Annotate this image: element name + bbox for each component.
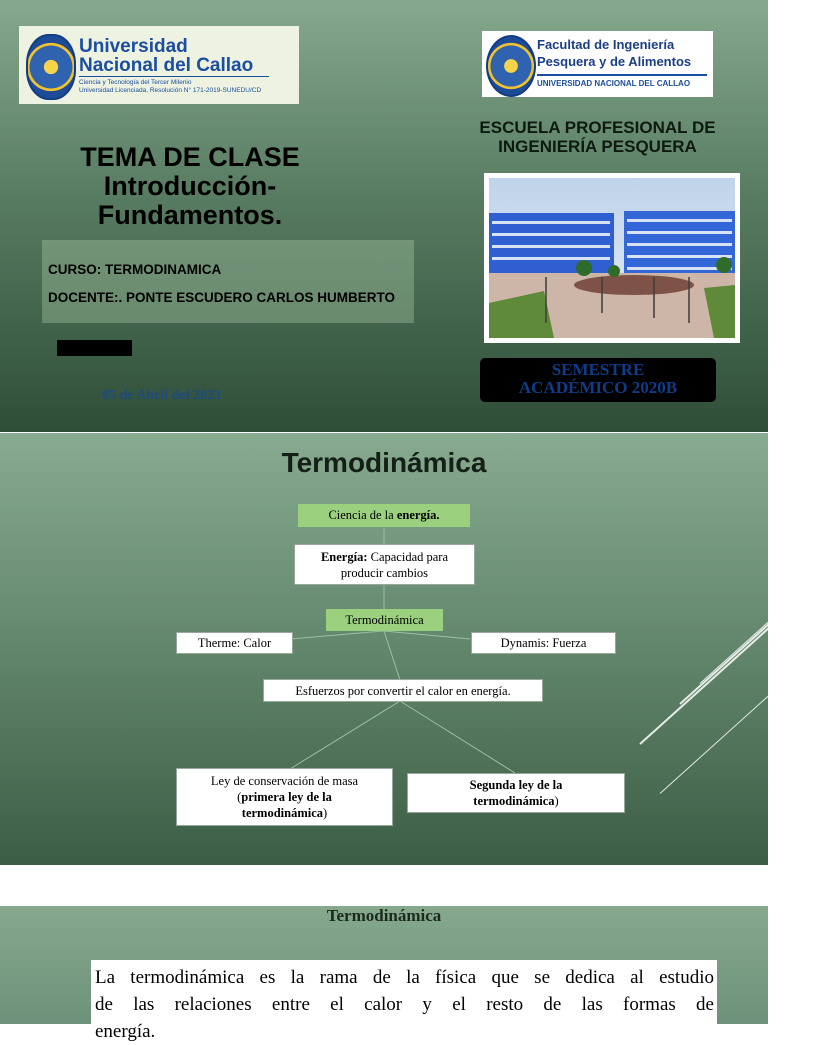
faculty-seal-icon bbox=[486, 35, 536, 97]
class-topic-line1: TEMA DE CLASE bbox=[80, 142, 300, 172]
concept-map-slide bbox=[0, 433, 768, 865]
semester-badge bbox=[480, 358, 716, 402]
faculty-divider bbox=[537, 74, 707, 76]
definition-line2: de las relaciones entre el calor y el resto de las formas de bbox=[95, 994, 714, 1015]
first-law-close: ) bbox=[323, 806, 328, 820]
slide-title: Termodinámica bbox=[281, 447, 487, 478]
semester-line1: SEMESTRE bbox=[551, 360, 645, 379]
energy-definition-node bbox=[294, 544, 475, 585]
energy-label: Energía: bbox=[320, 549, 368, 564]
semester-line2: ACADÉMICO 2020B bbox=[518, 378, 678, 397]
school-name-line1: ESCUELA PROFESIONAL DE bbox=[479, 118, 716, 137]
definition-paragraph bbox=[91, 960, 717, 1042]
first-law-line1: Ley de conservación de masa bbox=[210, 774, 359, 788]
effort-node: Esfuerzos por convertir el calor en energía. bbox=[263, 679, 543, 702]
science-prefix: Ciencia de la bbox=[328, 508, 397, 522]
first-law-open: ( bbox=[237, 790, 242, 804]
slide-title: Termodinámica bbox=[326, 906, 442, 925]
school-name bbox=[455, 118, 740, 156]
science-energy-word: energía. bbox=[396, 508, 440, 522]
faculty-name-line2: Pesquera y de Alimentos bbox=[537, 54, 692, 69]
second-law-bold1: Segunda ley de la bbox=[469, 778, 563, 792]
energy-definition-line2: producir cambios bbox=[340, 565, 429, 580]
thermodynamics-center-node: Termodinámica bbox=[326, 609, 443, 631]
definition-line3: energía. bbox=[95, 1021, 156, 1042]
university-logo bbox=[19, 26, 299, 104]
course-info-box bbox=[42, 240, 414, 323]
second-law-bold2: termodinámica bbox=[473, 794, 555, 808]
first-law-bold2: termodinámica bbox=[241, 806, 324, 820]
university-seal-icon bbox=[26, 34, 76, 100]
faculty-name-line1: Facultad de Ingeniería bbox=[537, 37, 675, 52]
first-law-node bbox=[176, 768, 393, 826]
university-license: Universidad Licenciada, Resolución N° 171-2019-SUNEDU/CD bbox=[79, 87, 262, 94]
university-underline bbox=[79, 76, 269, 77]
class-topic-line3: Fundamentos. bbox=[97, 200, 283, 230]
redacted-bar bbox=[57, 340, 132, 356]
class-topic bbox=[40, 143, 340, 230]
dynamis-node: Dynamis: Fuerza bbox=[471, 632, 616, 654]
first-law-bold1: primera ley de la bbox=[241, 790, 332, 804]
energy-definition: Capacidad para bbox=[367, 549, 449, 564]
definition-line1: La termodinámica es la rama de la física que se dedica al estudio bbox=[95, 967, 714, 988]
therme-node: Therme: Calor bbox=[176, 632, 293, 654]
title-slide bbox=[0, 0, 768, 432]
teacher-name: DOCENTE:. PONTE ESCUDERO CARLOS HUMBERTO bbox=[48, 290, 396, 305]
science-of-energy-node bbox=[298, 504, 470, 527]
class-date: 05 de Abril del 2023 bbox=[102, 388, 222, 403]
definition-slide bbox=[0, 906, 768, 1042]
university-motto: Ciencia y Tecnología del Tercer Milenio bbox=[79, 79, 192, 86]
school-name-line2: INGENIERÍA PESQUERA bbox=[498, 137, 697, 156]
course-name: CURSO: TERMODINAMICA bbox=[48, 262, 222, 277]
faculty-logo bbox=[482, 31, 713, 97]
university-name-line1: Universidad bbox=[79, 36, 188, 57]
class-topic-line2: Introducción- bbox=[103, 171, 277, 201]
campus-photo bbox=[484, 173, 740, 343]
campus-photo-image bbox=[484, 173, 740, 343]
faculty-university: UNIVERSIDAD NACIONAL DEL CALLAO bbox=[537, 79, 691, 88]
second-law-close: ) bbox=[554, 794, 559, 808]
second-law-node bbox=[407, 773, 625, 813]
university-name-line2: Nacional del Callao bbox=[79, 55, 254, 76]
